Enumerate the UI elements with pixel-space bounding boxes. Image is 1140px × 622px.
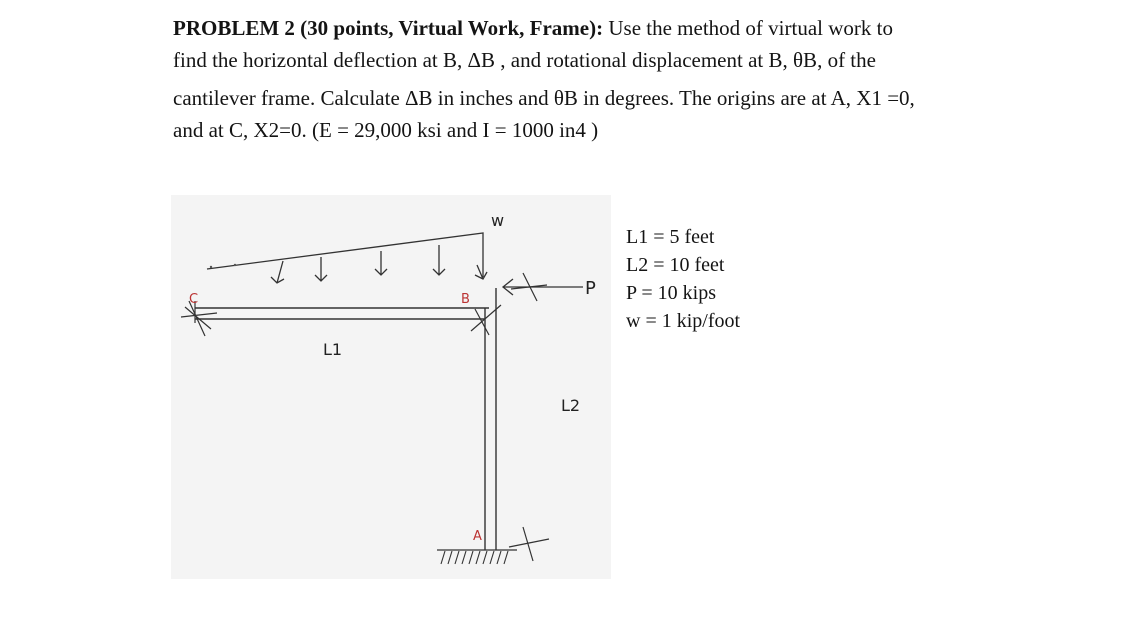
- problem-heading: PROBLEM 2 (30 points, Virtual Work, Frame):: [173, 16, 604, 40]
- problem-line-1: [173, 12, 1033, 44]
- figure-background: [171, 195, 611, 579]
- load-label-w: w: [491, 211, 505, 230]
- frame-diagram: [171, 195, 611, 579]
- length-label-l1: L1: [323, 340, 343, 359]
- length-label-l2: L2: [561, 396, 581, 415]
- problem-text-1: Use the method of virtual work to: [603, 16, 893, 40]
- given-l1: L1 = 5 feet: [626, 226, 715, 248]
- load-dot: [234, 264, 236, 266]
- problem-text-3: cantilever frame. Calculate ΔB in inches and θB in degrees. The origins are at A, X1 =0,: [173, 86, 915, 110]
- point-load-label-p: P: [585, 278, 596, 299]
- problem-line-3: [173, 82, 1033, 114]
- problem-text-4: and at C, X2=0. (E = 29,000 ksi and I = 1000 in4 ): [173, 118, 599, 142]
- joint-label-a: A: [473, 529, 482, 544]
- given-l2: L2 = 10 feet: [626, 254, 725, 276]
- given-w: w = 1 kip/foot: [626, 310, 741, 332]
- problem-line-2: [173, 44, 1033, 76]
- problem-line-4: [173, 114, 1033, 146]
- given-p: P = 10 kips: [626, 282, 716, 304]
- joint-label-c: C: [189, 292, 199, 307]
- load-dot: [210, 266, 212, 268]
- problem-statement: [173, 12, 1033, 146]
- given-values: [626, 223, 740, 335]
- joint-label-b: B: [461, 292, 470, 307]
- frame-figure: [171, 195, 611, 579]
- problem-text-2: find the horizontal deflection at B, ΔB , and rotational displacement at B, θB, of the: [173, 48, 876, 72]
